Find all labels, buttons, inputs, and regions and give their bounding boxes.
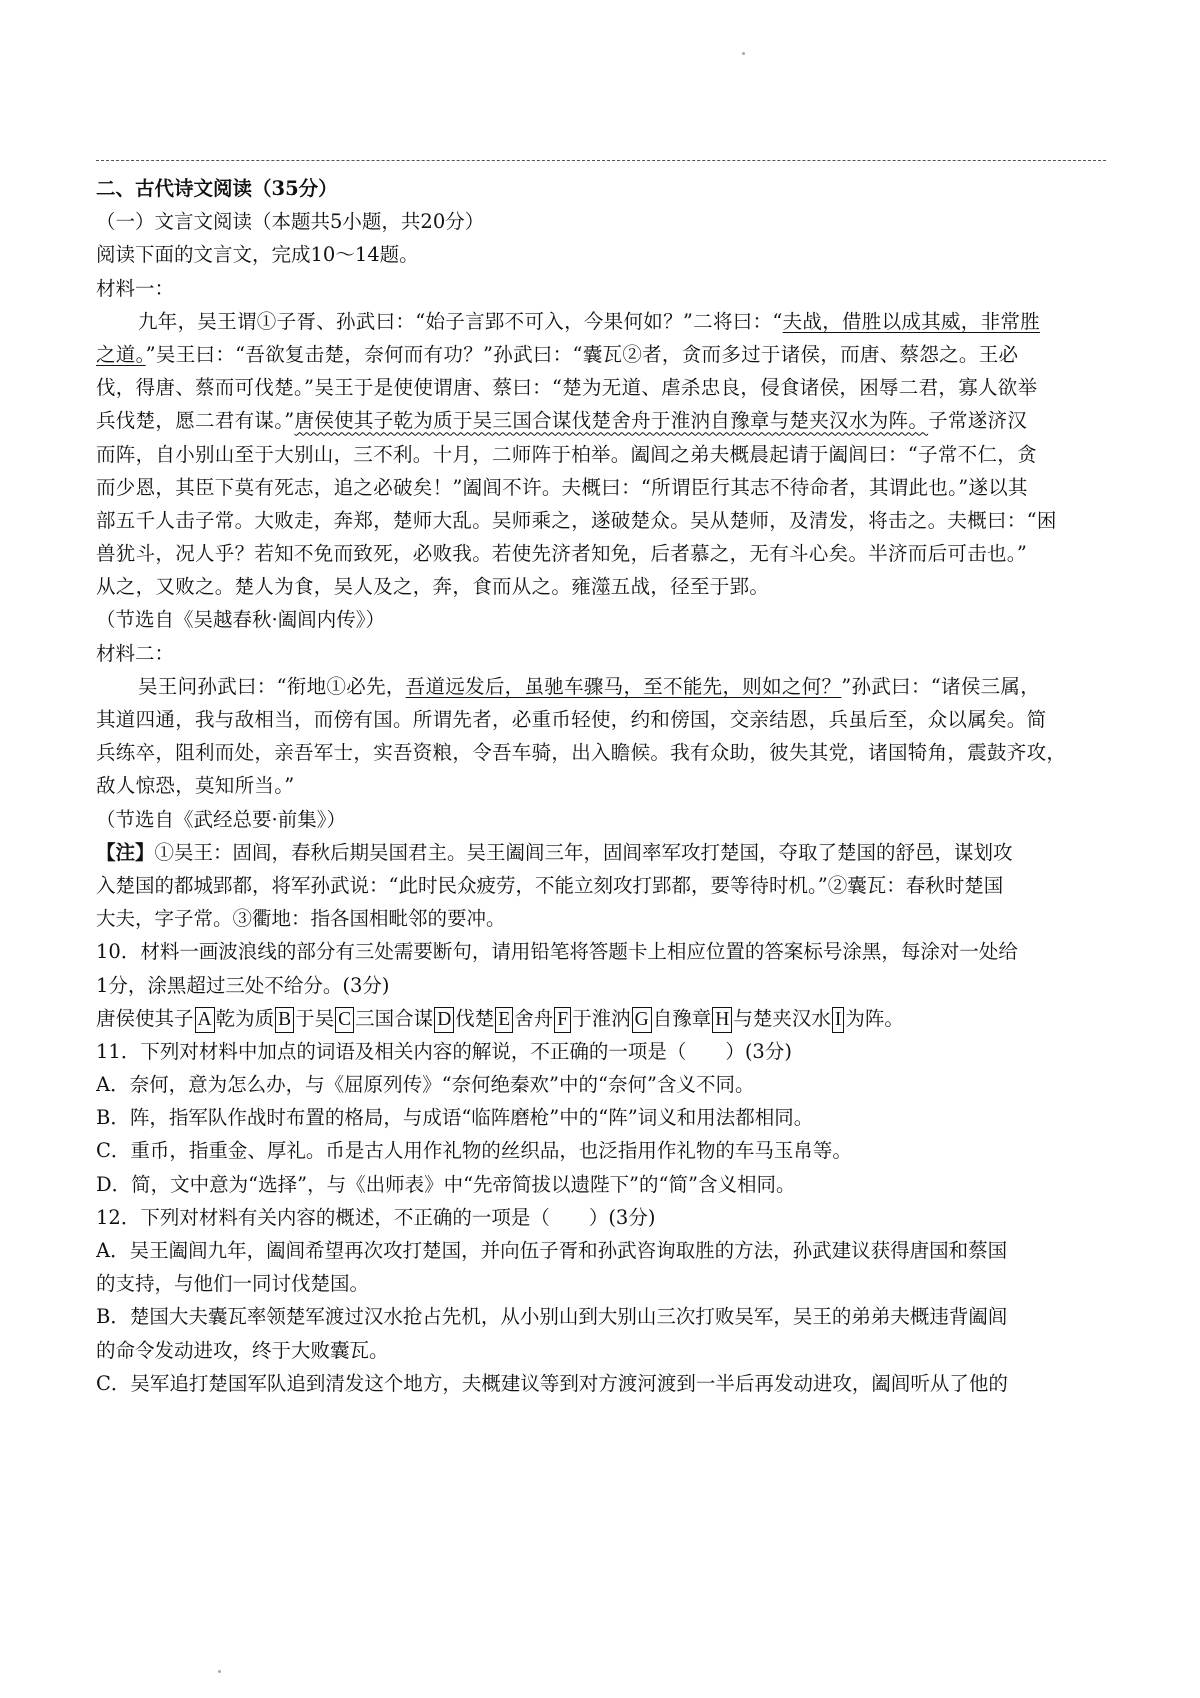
option-a[interactable]: A．奈何，意为怎么办，与《屈原列传》“奈何绝秦欢”中的“奈何”含义不同。: [96, 1073, 755, 1097]
question-10: [96, 935, 1106, 1035]
break-option-box[interactable]: A: [195, 1007, 215, 1033]
material-two-label: 材料二：: [96, 641, 175, 665]
break-option-box[interactable]: E: [495, 1007, 513, 1033]
question-stem: 1分，涂黑超过三处不给分。(3分): [96, 973, 390, 997]
text-line: 兵练卒，阻利而处，亲吾军士，实吾资粮，令吾车骑，出入瞻候。我有众助，彼失其党，诸国犄角，震鼓齐攻，: [96, 741, 1067, 765]
question-stem: 11．下列对材料中加点的词语及相关内容的解说，不正确的一项是（ ）(3分): [96, 1039, 792, 1063]
note-label: 【注】: [96, 840, 155, 864]
text-line: 而阵，自小别山至于大别山，三不利。十月，二师阵于柏举。阖闾之弟夫概晨起请于阖闾曰：“子常不仁，贪: [96, 442, 1037, 466]
material-one-text: [96, 305, 1106, 604]
text-line: 大夫，字子常。③衢地：指各国相毗邻的要冲。: [96, 907, 506, 931]
option-b[interactable]: B．阵，指军队作战时布置的格局，与成语“临阵磨枪”中的“阵”词义和用法都相同。: [96, 1106, 814, 1130]
text-line: 【注】①吴王：固闾，春秋后期吴国君主。吴王阖闾三年，固闾率军攻打楚国，夺取了楚国的舒邑，谋划攻: [96, 840, 1013, 864]
break-option-box[interactable]: I: [832, 1007, 845, 1033]
text-line: 入楚国的都城郢都，将军孙武说：“此时民众疲劳，不能立刻攻打郢都，要等待时机。”②囊瓦：春秋时楚国: [96, 873, 1004, 897]
text-line: 从之，又败之。楚人为食，吴人及之，奔，食而从之。雍澨五战，径至于郢。: [96, 575, 770, 599]
wavy-underlined-passage: 唐侯使其子乾为质于吴三国合谋伐楚舍舟于淮汭自豫章与楚夹汉水为阵。: [294, 409, 929, 433]
break-option-box[interactable]: F: [554, 1007, 571, 1033]
text-line: 九年，吴王谓①子胥、孙武曰：“始子言郢不可入，今果何如？”二将曰：“夫战，借胜以成其威，非常胜: [138, 309, 1041, 333]
text-line: 部五千人击子常。大败走，奔郑，楚师大乱。吴师乘之，遂破楚众。吴从楚师，及清发，将击之。夫概曰：“困: [96, 508, 1057, 532]
question-stem: 12．下列对材料有关内容的概述，不正确的一项是（ ）(3分): [96, 1205, 656, 1229]
annotation-note: [96, 836, 1106, 936]
material-one-source: （节选自《吴越春秋·阖闾内传》）: [96, 608, 385, 632]
question-12: [96, 1201, 1106, 1400]
option-d[interactable]: D．简，文中意为“选择”，与《出师表》中“先帝简拔以遗陛下”的“简”含义相同。: [96, 1172, 796, 1196]
break-option-box[interactable]: G: [632, 1007, 652, 1033]
material-two-source: （节选自《武经总要·前集》）: [96, 807, 346, 831]
material-one-label: 材料一：: [96, 276, 175, 300]
option-a-cont: 的支持，与他们一同讨伐楚国。: [96, 1272, 370, 1296]
option-b-cont: 的命令发动进攻，终于大败囊瓦。: [96, 1338, 389, 1362]
section-title: 二、古代诗文阅读（35分）: [96, 177, 338, 200]
text-line: 敌人惊恐，莫知所当。”: [96, 774, 295, 798]
break-option-box[interactable]: B: [275, 1007, 294, 1033]
text-line: 兽犹斗，况人乎？若知不免而致死，必败我。若使先济者知免，后者慕之，无有斗心矣。半济而后可击也。”: [96, 542, 1028, 566]
text-line: 之道。”吴王曰：“吾欲复击楚，奈何而有功？”孙武曰：“囊瓦②者，贪而多过于诸侯，而唐、蔡怨之。王必: [96, 342, 1019, 366]
sentence-break-options: 唐侯使其子 A 乾为质 B 于吴 C 三国合谋 D 伐楚 E 舍舟 F 于淮汭 G 自豫章 H 与楚夹汉水 I 为阵。: [96, 1002, 1106, 1035]
break-option-box[interactable]: D: [434, 1007, 454, 1033]
material-two-text: [96, 670, 1106, 803]
question-11: [96, 1035, 1106, 1201]
text-line: 兵伐楚，愿二君有谋。”唐侯使其子乾为质于吴三国合谋伐楚舍舟于淮汭自豫章与楚夹汉水为阵。子常遂济汉: [96, 409, 1028, 433]
break-option-box[interactable]: H: [712, 1007, 732, 1033]
option-b[interactable]: B．楚国大夫囊瓦率领楚军渡过汉水抢占先机，从小别山到大别山三次打败吴军，吴王的弟弟夫概违背阖闾: [96, 1305, 1008, 1329]
scan-speck: [218, 1670, 221, 1673]
text-line: 而少恩，其臣下莫有死志，追之必破矣！”阖闾不许。夫概曰：“所谓臣行其志不待命者，其谓此也。”遂以其: [96, 475, 1028, 499]
option-c[interactable]: C．重币，指重金、厚礼。币是古人用作礼物的丝织品，也泛指用作礼物的车马玉帛等。: [96, 1139, 852, 1163]
underlined-sentence: 之道。: [96, 342, 146, 366]
scan-speck: [742, 52, 745, 55]
question-stem: 10．材料一画波浪线的部分有三处需要断句，请用铅笔将答题卡上相应位置的答案标号涂黑，每涂对一处给: [96, 940, 1018, 964]
sub-title: （一）文言文阅读（本题共5小题，共20分）: [96, 210, 485, 234]
underlined-sentence: 吾道远发后，虽驰车骤马，至不能先，则如之何？: [405, 674, 842, 698]
header-rule: [96, 160, 1106, 161]
option-c[interactable]: C．吴军追打楚国军队追到清发这个地方，夫概建议等到对方渡河渡到一半后再发动进攻，阖闾听从了他的: [96, 1371, 1008, 1395]
exam-content: [96, 172, 1106, 1400]
break-option-box[interactable]: C: [335, 1007, 354, 1033]
text-line: 吴王问孙武曰：“衔地①必先，吾道远发后，虽驰车骤马，至不能先，则如之何？”孙武曰：“诸侯三属，: [138, 674, 1041, 698]
text-line: 伐，得唐、蔡而可伐楚。”吴王于是使使谓唐、蔡曰：“楚为无道、虐杀忠良，侵食诸侯，困辱二君，寡人欲举: [96, 376, 1038, 400]
instruction: 阅读下面的文言文，完成10～14题。: [96, 243, 419, 267]
option-a[interactable]: A．吴王阖闾九年，阖闾希望再次攻打楚国，并向伍子胥和孙武咨询取胜的方法，孙武建议获得唐国和蔡国: [96, 1239, 1008, 1262]
underlined-sentence: 夫战，借胜以成其威，非常胜: [782, 309, 1041, 333]
text-line: 其道四通，我与敌相当，而傍有国。所谓先者，必重币轻使，约和傍国，交亲结恩，兵虽后至，众以属矣。简: [96, 708, 1047, 731]
